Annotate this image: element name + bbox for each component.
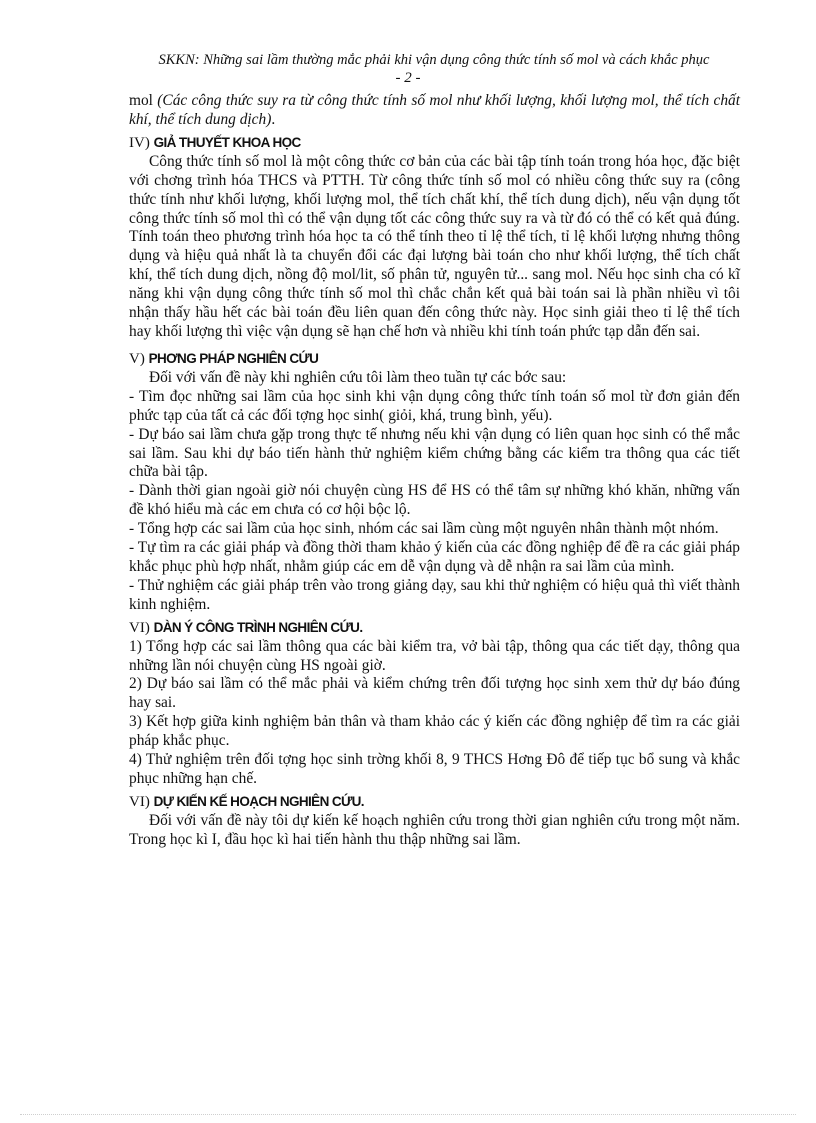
list-item: - Tự tìm ra các giải pháp và đồng thời tham khảo ý kiến của các đồng nghiệp để đề ra các giải pháp khắc phục phù hợp nhất, nhằm giúp các em dễ vận dụng và dễ nhận ra sai lầm của mình. <box>129 539 740 575</box>
section-6-number: VI) <box>129 619 154 636</box>
list-item: 4) Thử nghiệm trên đối tợng học sinh trờng khối 8, 9 THCS Hơng Đô để tiếp tục bổ sung và khắc phục những hạn chế. <box>129 751 740 787</box>
list-item: 1) Tổng hợp các sai lầm thông qua các bài kiểm tra, vở bài tập, thông qua các tiết dạy, thông qua những lần nói chuyện cùng HS ngoài giờ. <box>129 637 740 674</box>
section-5-title: PHƠNG PHÁP NGHIÊN CỨU <box>148 350 319 366</box>
section-5-intro: Đối với vấn đề này khi nghiên cứu tôi làm theo tuần tự các bớc sau: <box>149 368 567 386</box>
section-4-title: GIẢ THUYẾT KHOA HỌC <box>153 134 301 150</box>
list-item: - Tổng hợp các sai lầm của học sinh, nhóm các sai lầm cùng một nguyên nhân thành một nhóm. <box>129 520 719 538</box>
list-item: - Thử nghiệm các giải pháp trên vào trong giảng dạy, sau khi thử nghiệm có hiệu quả thì viết thành kinh nghiệm. <box>129 576 740 613</box>
section-5-heading <box>129 349 740 369</box>
section-4-paragraph: Công thức tính số mol là một công thức cơ bản của các bài tập tính toán trong hóa học, đặc biệt với chơng trình hóa THCS và PTTH. Từ công thức tính số mol có nhiều công thức suy ra (công thức tính như khối lượng, khối lượng mol, thể tích chất khí, thể tích dung dịch), nếu vận dụng tốt công thức tính số mol thì có thể vận dụng tốt các công thức suy ra và từ đó có thể có kết quả đúng. Tính toán theo phương trình hóa học ta có thể tính theo tỉ lệ thể tích, tỉ lệ khối lượng nhưng thông dụng và hiệu quả nhất là ta chuyển đổi các đại lượng bài toán cho như khối lượng, thể tích chất khí, thể tích dung dịch, nồng độ mol/lit, số phân tử, nguyên tử... sang mol. Nếu học sinh cha có kĩ năng khi vận dụng công thức tính số mol thì chắc chắn kết quả bài toán sai là phần nhiều vì tôi nhận thấy hầu hết các bài toán đều liên quan đến công thức này. Học sinh giải theo tỉ lệ thể tích hay khối lượng thì việc vận dụng sẽ hạn chế hơn và nhiều khi tính toán phức tạp dẫn đến sai. <box>129 152 740 340</box>
section-7-number: VI) <box>129 793 154 810</box>
intro-tail: . <box>271 110 276 128</box>
section-6-title: DÀN Ý CÔNG TRÌNH NGHIÊN CỨU. <box>153 619 363 635</box>
page-content <box>129 92 740 850</box>
intro-lead: mol <box>129 92 158 109</box>
footer-divider <box>20 1114 796 1115</box>
section-4-number: IV) <box>129 134 154 151</box>
section-6-heading <box>129 618 740 638</box>
list-item: 3) Kết hợp giữa kinh nghiệm bản thân và tham khảo các ý kiến các đồng nghiệp để tìm ra các giải pháp khắc phục. <box>129 713 740 750</box>
running-header: SKKN: Những sai lầm thường mắc phải khi vận dụng công thức tính số mol và cách khắc phục <box>158 52 710 68</box>
list-item: - Dự báo sai lầm chưa gặp trong thực tế nhưng nếu khi vận dụng có liên quan học sinh có thể mắc sai lầm. Sau khi dự báo tiến hành thử nghiệm kiểm chứng bằng các kiểm tra thông qua các tiết chữa bài tập. <box>129 425 740 481</box>
list-item: - Tìm đọc những sai lầm của học sinh khi vận dụng công thức tính toán số mol từ đơn giản đến phức tạp của tất cả các đối tợng học sinh( giỏi, khá, trung bình, yếu). <box>129 387 740 424</box>
section-7-heading <box>129 792 740 812</box>
section-7-title: DỰ KIẾN KẾ HOẠCH NGHIÊN CỨU. <box>153 793 364 809</box>
page-number: - 2 - <box>395 70 421 86</box>
list-item: - Dành thời gian ngoài giờ nói chuyện cùng HS để HS có thể tâm sự những khó khăn, những vấn đề khó hiểu mà các em chưa có cơ hội bộc lộ. <box>129 482 740 519</box>
section-7-paragraph: Đối với vấn đề này tôi dự kiến kế hoạch nghiên cứu trong thời gian nghiên cứu trong một năm. Trong học kì I, đầu học kì hai tiến hành thu thập những sai lầm. <box>129 811 740 848</box>
intro-paragraph <box>129 92 740 130</box>
section-4-heading <box>129 133 740 153</box>
section-5-number: V) <box>129 350 149 367</box>
list-item: 2) Dự báo sai lầm có thể mắc phải và kiểm chứng trên đối tượng học sinh xem thử dự báo đúng hay sai. <box>129 675 740 712</box>
intro-italic: (Các công thức suy ra từ công thức tính số mol như khối lượng, khối lượng mol, thể tích chất khí, thể tích dung dịch) <box>129 92 741 128</box>
